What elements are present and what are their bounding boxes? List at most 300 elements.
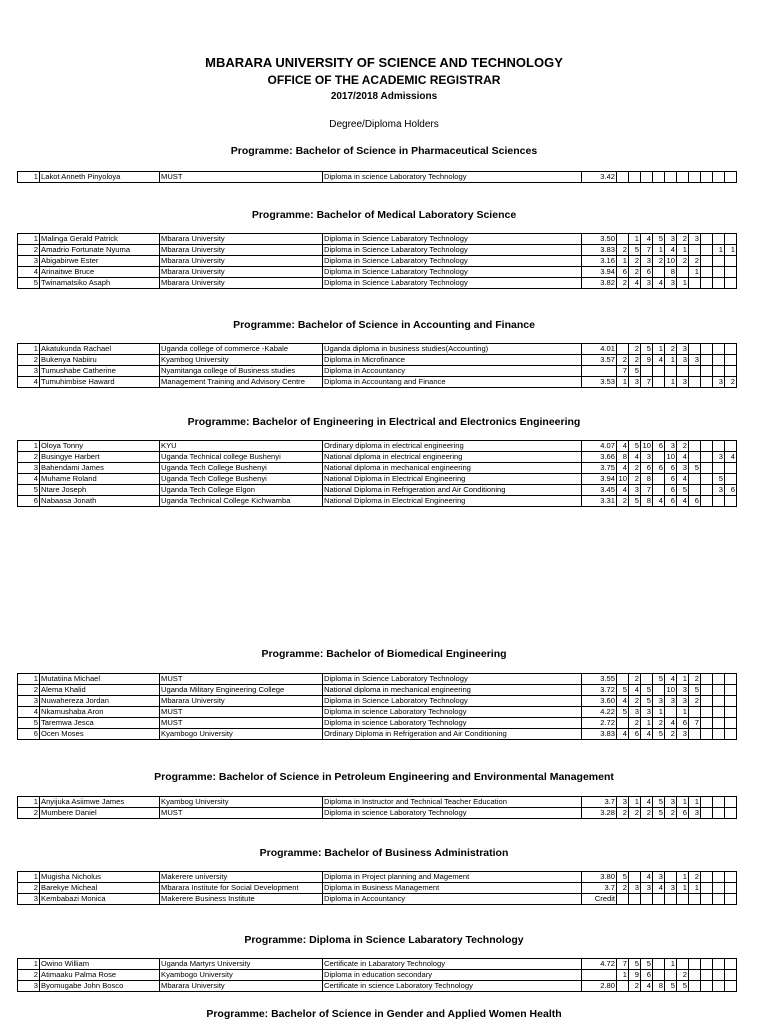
grade-cell: 4 [653,496,665,507]
grade-cell: 1 [617,256,629,267]
grade-cell: 2 [617,355,629,366]
grade-cell: 4 [641,981,653,992]
grade-cell [617,894,629,905]
grade-cell: 3 [617,797,629,808]
applicant-name: Bukenya Nabiiru [40,355,160,366]
grade-cell [701,718,713,729]
applicant-name: Byomugabe John Bosco [40,981,160,992]
grade-cell [689,366,701,377]
grade-cell: 4 [629,685,641,696]
table-row [18,496,737,507]
qualification-cell: Diploma in Project planning and Magement [323,872,582,883]
grade-cell [689,344,701,355]
qualification-cell: National diploma in mechanical engineering [323,685,582,696]
gpa-cell: 2.80 [582,981,617,992]
grade-cell: 6 [665,474,677,485]
grade-cell: 1 [629,797,641,808]
qualification-cell: Diploma in science Laboratory Technology [323,808,582,819]
gpa-cell: 3.72 [582,685,617,696]
qualification-cell: National diploma in electrical engineering [323,452,582,463]
applicant-name: Mutatiina Michael [40,674,160,685]
grade-cell [713,959,725,970]
table-row [18,959,737,970]
institution-cell: Uganda Martyrs University [160,959,323,970]
grade-cell: 5 [713,474,725,485]
grade-cell: 3 [653,696,665,707]
institution-cell: Kyambog University [160,355,323,366]
grade-cell: 4 [641,872,653,883]
grade-cell [725,718,737,729]
grade-cell: 5 [629,441,641,452]
institution-cell: Mbarara University [160,256,323,267]
grade-cell [653,267,665,278]
qualification-cell: Certificate in science Laboratory Technology [323,981,582,992]
qualification-cell: National diploma in mechanical engineering [323,463,582,474]
gpa-cell: 3.83 [582,729,617,740]
grade-cell [689,485,701,496]
grade-cell [689,894,701,905]
grade-cell [713,894,725,905]
grade-cell [617,234,629,245]
applicant-name: Mugisha Nicholus [40,872,160,883]
gpa-cell: 3.83 [582,245,617,256]
grade-cell [665,366,677,377]
grade-cell: 8 [641,474,653,485]
qualification-cell: Diploma in Business Management [323,883,582,894]
grade-cell: 5 [677,981,689,992]
table-row [18,696,737,707]
table-row [18,981,737,992]
grade-cell [665,172,677,183]
grade-cell: 3 [677,696,689,707]
grade-cell: 2 [665,729,677,740]
applicant-name: Malinga Gerald Patrick [40,234,160,245]
grade-cell [701,172,713,183]
grade-cell: 4 [677,496,689,507]
grade-cell [713,718,725,729]
gpa-cell: 4.72 [582,959,617,970]
grade-cell: 4 [665,245,677,256]
grade-cell: 3 [665,797,677,808]
institution-cell: Nyamitanga college of Business studies [160,366,323,377]
grade-cell: 2 [725,377,737,388]
qualification-cell: Diploma in Accountang and Finance [323,377,582,388]
grade-cell: 1 [617,970,629,981]
grade-cell: 4 [653,278,665,289]
grade-cell: 3 [665,278,677,289]
institution-cell: Mbarara University [160,234,323,245]
grade-cell: 8 [665,267,677,278]
grade-cell [725,808,737,819]
grade-cell: 2 [629,696,641,707]
grade-cell [701,959,713,970]
row-number: 2 [18,883,40,894]
applicant-name: Alema Khalid [40,685,160,696]
grade-cell: 4 [617,441,629,452]
row-number: 1 [18,797,40,808]
grade-cell [725,707,737,718]
qualification-cell: National Diploma in Electrical Engineering [323,474,582,485]
grade-cell: 1 [677,245,689,256]
applicants-table [17,171,737,183]
grade-cell [713,256,725,267]
grade-cell: 1 [677,707,689,718]
institution-cell: Uganda Tech College Bushenyi [160,463,323,474]
grade-cell [689,452,701,463]
grade-cell: 4 [725,452,737,463]
grade-cell: 8 [653,981,665,992]
grade-cell [701,267,713,278]
gpa-cell: 3.50 [582,234,617,245]
institution-cell: Mbarara University [160,981,323,992]
grade-cell: 1 [629,234,641,245]
grade-cell: 5 [617,707,629,718]
grade-cell [689,981,701,992]
grade-cell: 1 [641,718,653,729]
grade-cell [677,894,689,905]
grade-cell [701,366,713,377]
grade-cell: 3 [665,696,677,707]
grade-cell: 3 [677,685,689,696]
grade-cell: 2 [665,344,677,355]
gpa-cell: 2.72 [582,718,617,729]
table-row [18,441,737,452]
grade-cell: 1 [689,883,701,894]
table-row [18,234,737,245]
institution-cell: Uganda Tech College Bushenyi [160,474,323,485]
grade-cell: 10 [665,452,677,463]
grade-cell: 2 [653,718,665,729]
grade-cell: 1 [677,797,689,808]
grade-cell [713,172,725,183]
grade-cell [725,366,737,377]
grade-cell [713,883,725,894]
grade-cell: 4 [677,474,689,485]
institution-cell: Makerere Business Institute [160,894,323,905]
grade-cell [653,377,665,388]
row-number: 4 [18,707,40,718]
qualification-cell: Diploma in Science Labaratory Technology [323,267,582,278]
grade-cell: 6 [677,718,689,729]
table-row [18,245,737,256]
row-number: 1 [18,441,40,452]
grade-cell [701,496,713,507]
gpa-cell: 3.82 [582,278,617,289]
grade-cell: 9 [641,355,653,366]
grade-cell [725,278,737,289]
qualification-cell: Diploma in Science Labaratory Technology [323,278,582,289]
applicant-name: Nuwahereza Jordan [40,696,160,707]
applicant-name: Busingye Harbert [40,452,160,463]
table-row [18,344,737,355]
applicants-table [17,796,737,819]
qualification-cell: Diploma in science Laboratory Technology [323,172,582,183]
grade-cell [665,872,677,883]
grade-cell [713,696,725,707]
grade-cell [725,729,737,740]
applicants-table [17,673,737,740]
grade-cell: 4 [653,355,665,366]
table-row [18,485,737,496]
institution-cell: Uganda Military Engineering College [160,685,323,696]
grade-cell [665,894,677,905]
grade-cell [713,970,725,981]
gpa-cell: 3.75 [582,463,617,474]
gpa-cell: 3.16 [582,256,617,267]
applicants-table [17,343,737,388]
qualification-cell: National Diploma in Refrigeration and Air Conditioning [323,485,582,496]
qualification-cell: Ordinary Diploma in Refrigeration and Air Conditioning [323,729,582,740]
table-row [18,883,737,894]
grade-cell [701,729,713,740]
grade-cell: 2 [641,808,653,819]
grade-cell: 3 [689,808,701,819]
grade-cell: 2 [617,496,629,507]
grade-cell [725,234,737,245]
grade-cell: 4 [629,278,641,289]
grade-cell: 3 [677,377,689,388]
grade-cell [653,474,665,485]
row-number: 1 [18,674,40,685]
table-row [18,377,737,388]
gpa-cell: 3.94 [582,474,617,485]
grade-cell: 3 [677,729,689,740]
row-number: 3 [18,463,40,474]
applicant-name: Anyijuka Asiimwe James [40,797,160,808]
institution-cell: Kyambogo University [160,970,323,981]
grade-cell: 6 [677,808,689,819]
applicant-name: Abigabirwe Ester [40,256,160,267]
institution-cell: Uganda college of commerce -Kabale [160,344,323,355]
institution-cell: Makerere university [160,872,323,883]
grade-cell [629,894,641,905]
grade-cell [689,278,701,289]
applicant-name: Bahendami James [40,463,160,474]
applicant-name: Atimaaku Palma Rose [40,970,160,981]
gpa-cell: 3.31 [582,496,617,507]
grade-cell [713,463,725,474]
institution-cell: KYU [160,441,323,452]
grade-cell [641,894,653,905]
row-number: 1 [18,172,40,183]
grade-cell: 5 [641,685,653,696]
applicant-name: Twinamatsiko Asaph [40,278,160,289]
gpa-cell: Credit [582,894,617,905]
grade-cell [701,685,713,696]
grade-cell [713,344,725,355]
grade-cell: 3 [677,463,689,474]
table-row [18,970,737,981]
grade-cell: 1 [689,267,701,278]
grade-cell [653,172,665,183]
grade-cell [701,981,713,992]
grade-cell: 3 [641,707,653,718]
grade-cell: 9 [629,970,641,981]
grade-cell: 4 [617,696,629,707]
grade-cell: 1 [653,245,665,256]
gpa-cell: 3.7 [582,883,617,894]
grade-cell: 5 [641,696,653,707]
grade-cell [701,674,713,685]
grade-cell: 2 [617,245,629,256]
grade-cell: 2 [617,808,629,819]
category-heading: Degree/Diploma Holders [329,119,439,130]
row-number: 3 [18,981,40,992]
grade-cell [701,441,713,452]
qualification-cell: Diploma in Instructor and Technical Teacher Education [323,797,582,808]
grade-cell: 2 [629,718,641,729]
institution-cell: Mbarara Institute for Social Development [160,883,323,894]
grade-cell: 5 [653,808,665,819]
qualification-cell: Diploma in science Laboratory Technology [323,707,582,718]
programme-title: Programme: Diploma in Science Labaratory Technology [244,934,524,946]
programme-title: Programme: Bachelor of Science in Petroleum Engineering and Environmental Management [154,771,614,783]
grade-cell [689,729,701,740]
row-number: 5 [18,278,40,289]
grade-cell: 5 [653,234,665,245]
grade-cell [713,234,725,245]
gpa-cell: 3.28 [582,808,617,819]
grade-cell: 4 [617,463,629,474]
grade-cell: 3 [689,355,701,366]
gpa-cell: 3.42 [582,172,617,183]
grade-cell: 1 [665,377,677,388]
grade-cell: 6 [617,267,629,278]
applicants-table [17,440,737,507]
grade-cell [725,894,737,905]
university-title: MBARARA UNIVERSITY OF SCIENCE AND TECHNOLOGY [205,55,563,70]
grade-cell [641,366,653,377]
grade-cell [701,894,713,905]
grade-cell: 3 [713,377,725,388]
grade-cell [713,496,725,507]
grade-cell: 3 [641,278,653,289]
applicant-name: Akatukunda Rachael [40,344,160,355]
applicant-name: Taremwa Jesca [40,718,160,729]
institution-cell: Uganda Tech College Elgon [160,485,323,496]
grade-cell [617,981,629,992]
grade-cell [725,959,737,970]
applicant-name: Oloya Tonny [40,441,160,452]
institution-cell: MUST [160,674,323,685]
grade-cell: 4 [641,797,653,808]
applicant-name: Arinaitwe Bruce [40,267,160,278]
qualification-cell: Diploma in Accountancy [323,366,582,377]
grade-cell [725,267,737,278]
grade-cell: 6 [665,496,677,507]
grade-cell: 1 [677,883,689,894]
row-number: 1 [18,959,40,970]
row-number: 4 [18,377,40,388]
gpa-cell: 3.53 [582,377,617,388]
institution-cell: MUST [160,707,323,718]
table-row [18,355,737,366]
applicant-name: Owino William [40,959,160,970]
grade-cell: 3 [689,234,701,245]
grade-cell: 2 [629,267,641,278]
institution-cell: Management Training and Advisory Centre [160,377,323,388]
grade-cell: 2 [653,256,665,267]
grade-cell: 4 [641,234,653,245]
grade-cell [701,883,713,894]
grade-cell: 7 [641,377,653,388]
grade-cell: 5 [665,981,677,992]
grade-cell: 4 [617,729,629,740]
applicant-name: Nabaasa Jonath [40,496,160,507]
grade-cell: 2 [629,463,641,474]
grade-cell: 1 [677,872,689,883]
applicant-name: Lakot Anneth Pinyoloya [40,172,160,183]
applicant-name: Barekye Micheal [40,883,160,894]
grade-cell: 6 [641,970,653,981]
programme-title: Programme: Bachelor of Biomedical Engineering [261,648,507,660]
grade-cell: 3 [653,872,665,883]
gpa-cell: 4.07 [582,441,617,452]
grade-cell [653,959,665,970]
institution-cell: Kyambog University [160,797,323,808]
grade-cell [713,707,725,718]
institution-cell: Uganda Technical College Kichwamba [160,496,323,507]
gpa-cell: 3.66 [582,452,617,463]
row-number: 4 [18,267,40,278]
grade-cell [701,463,713,474]
grade-cell [677,366,689,377]
grade-cell: 5 [641,344,653,355]
grade-cell [617,674,629,685]
row-number: 3 [18,894,40,905]
gpa-cell [582,970,617,981]
grade-cell: 6 [689,496,701,507]
institution-cell: Kyambogo University [160,729,323,740]
grade-cell: 5 [629,496,641,507]
grade-cell: 4 [653,883,665,894]
grade-cell [653,970,665,981]
qualification-cell: Diploma in Science Laboratory Technology [323,674,582,685]
grade-cell [701,474,713,485]
grade-cell: 1 [665,959,677,970]
grade-cell [725,872,737,883]
gpa-cell: 4.01 [582,344,617,355]
grade-cell [689,707,701,718]
grade-cell [713,441,725,452]
table-row [18,267,737,278]
grade-cell: 3 [641,452,653,463]
gpa-cell: 3.7 [582,797,617,808]
grade-cell: 10 [617,474,629,485]
programme-title: Programme: Bachelor of Science in Gender and Applied Women Health [206,1008,562,1020]
table-row [18,707,737,718]
grade-cell: 6 [641,463,653,474]
grade-cell [713,355,725,366]
gpa-cell: 3.45 [582,485,617,496]
grade-cell [713,981,725,992]
grade-cell [713,674,725,685]
grade-cell: 3 [629,485,641,496]
grade-cell [653,366,665,377]
institution-cell: Mbarara University [160,245,323,256]
grade-cell [617,344,629,355]
applicant-name: Tumushabe Catherine [40,366,160,377]
grade-cell [653,894,665,905]
office-title: OFFICE OF THE ACADEMIC REGISTRAR [267,73,501,87]
qualification-cell: Diploma in science Laboratory Technology [323,718,582,729]
grade-cell: 4 [629,452,641,463]
gpa-cell: 4.22 [582,707,617,718]
qualification-cell: Diploma in Science Labaratory Technology [323,256,582,267]
grade-cell: 4 [677,452,689,463]
grade-cell: 6 [725,485,737,496]
grade-cell: 6 [653,463,665,474]
